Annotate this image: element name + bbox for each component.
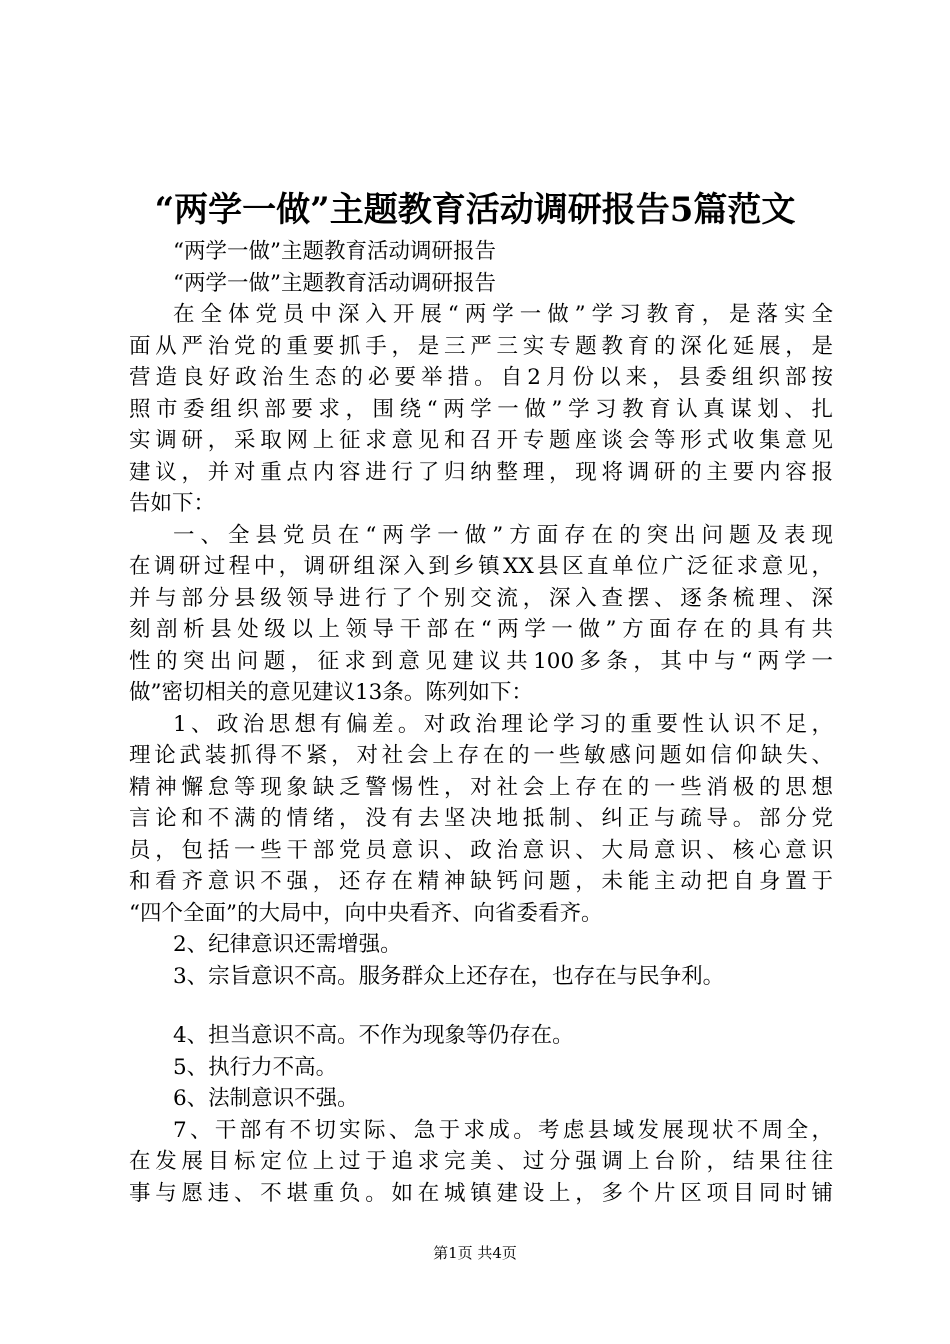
section-paragraph-line: 性的突出问题，征求到意见建议共100多条，其中与“两学一 xyxy=(129,648,833,674)
intro-paragraph-line: 面从严治党的重要抓手，是三严三实专题教育的深化延展，是 xyxy=(129,333,833,359)
section-paragraph-line: 做”密切相关的意见建议13条。陈列如下： xyxy=(129,680,533,705)
list-item-7-line: 7、干部有不切实际、急于求成。考虑县域发展现状不周全， xyxy=(173,1117,833,1143)
list-item-1-line: 1、政治思想有偏差。对政治理论学习的重要性认识不足， xyxy=(173,711,833,737)
subtitle-line: “两学一做”主题教育活动调研报告 xyxy=(173,239,496,264)
page-footer: 第1页 共4页 xyxy=(433,1244,517,1262)
list-item-7-line: 在发展目标定位上过于追求完美、过分强调上台阶，结果往往 xyxy=(129,1149,833,1174)
intro-paragraph-line: 营造良好政治生态的必要举措。自2月份以来，县委组织部按 xyxy=(129,365,833,390)
intro-paragraph-line: 照市委组织部要求，围绕“两学一做”学习教育认真谋划、扎 xyxy=(129,396,833,422)
list-item-1-line: 言论和不满的情绪，没有去坚决地抵制、纠正与疏导。部分党 xyxy=(129,806,833,831)
section-paragraph-line: 并与部分县级领导进行了个别交流，深入查摆、逐条梳理、深 xyxy=(129,585,833,611)
document-body xyxy=(129,236,833,1209)
intro-paragraph-line: 实调研，采取网上征求意见和召开专题座谈会等形式收集意见 xyxy=(129,428,833,453)
list-item-5: 5、执行力不高。 xyxy=(173,1054,338,1080)
list-item-7-line: 事与愿违、不堪重负。如在城镇建设上，多个片区项目同时铺 xyxy=(129,1180,833,1206)
list-item-1-line: 和看齐意识不强，还存在精神缺钙问题，未能主动把自身置于 xyxy=(129,869,833,894)
subtitle-line: “两学一做”主题教育活动调研报告 xyxy=(173,270,496,296)
section-paragraph-line: 在调研过程中，调研组深入到乡镇XX县区直单位广泛征求意见， xyxy=(129,554,833,579)
blank-line xyxy=(129,992,833,1020)
list-item-2: 2、纪律意识还需增强。 xyxy=(173,932,402,957)
list-item-4: 4、担当意识不高。不作为现象等仍存在。 xyxy=(173,1023,574,1048)
document-title: “两学一做”主题教育活动调研报告5篇范文 xyxy=(154,190,796,230)
section-paragraph-line: 刻剖析县处级以上领导干部在“两学一做”方面存在的具有共 xyxy=(129,617,833,642)
list-item-6: 6、法制意识不强。 xyxy=(173,1086,359,1111)
list-item-3: 3、宗旨意识不高。服务群众上还存在，也存在与民争利。 xyxy=(173,963,725,989)
list-item-1-line: 员，包括一些干部党员意识、政治意识、大局意识、核心意识 xyxy=(129,837,833,863)
intro-paragraph-line: 建议，并对重点内容进行了归纳整理，现将调研的主要内容报 xyxy=(129,459,833,485)
list-item-1-line: “四个全面”的大局中，向中央看齐、向省委看齐。 xyxy=(129,900,603,926)
section-heading: 一、全县党员在“两学一做”方面存在的突出问题及表现 xyxy=(173,522,833,548)
list-item-1-line: 理论武装抓得不紧，对社会上存在的一些敏感问题如信仰缺失、 xyxy=(129,743,833,768)
list-item-1-line: 精神懈怠等现象缺乏警惕性，对社会上存在的一些消极的思想 xyxy=(129,774,833,800)
intro-paragraph-line: 告如下： xyxy=(129,491,216,516)
intro-paragraph-line: 在全体党员中深入开展“两学一做”学习教育，是落实全 xyxy=(173,302,833,327)
